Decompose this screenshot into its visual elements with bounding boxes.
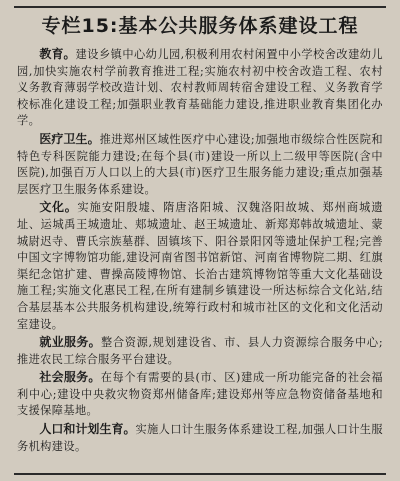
section-text: 整合资源,规划建设省、市、县人力资源综合服务中心;推进农民工综合服务平台建设。 [17, 336, 383, 366]
section-employment [17, 334, 383, 368]
section-text: 推进郑州区域性医疗中心建设;加强地市级综合性医院和特色专科医院能力建设;在每个县(市)建设一所以上二级甲等医院(含中医院),加强百万人口以上的大县(市)医疗卫生服务能力建设;重点加强基层医疗卫生服务体系建设。 [17, 132, 383, 196]
section-healthcare [17, 131, 383, 198]
column-title: 专栏15:基本公共服务体系建设工程 [41, 15, 359, 37]
section-text: 实施安阳殷墟、隋唐洛阳城、汉魏洛阳故城、郑州商城遗址、运城禹王城遗址、郏城遗址、赵王城遗址、新郑郑韩故城遗址、蒙城尉迟寺、曹氏宗族墓群、固镇垓下、阳谷景阳冈等遗址保护工程;完善中国文字博物馆功能,建设河南省图书馆新馆、河南省博物院二期、红旗渠纪念馆扩建、曹操高陵博物馆、长治古建筑博物馆等重大文化基础设施工程;实施文化惠民工程,在所有建制乡镇建设一所达标综合文化站,结合基层基本公共服务机构建设,统筹行政村和城市社区的文化和文化活动室建设。 [17, 201, 383, 331]
bottom-rule [14, 473, 386, 475]
section-text: 在每个有需要的县(市、区)建成一所功能完备的社会福利中心;建设中央救灾物资郑州储备库;建设郑州等应急物资储备基地和支援保障基地。 [17, 371, 383, 418]
section-heading: 教育。 [39, 47, 76, 61]
section-social-services [17, 369, 383, 420]
section-heading: 医疗卫生。 [39, 131, 100, 146]
section-heading: 人口和计划生育。 [39, 422, 136, 437]
section-heading: 就业服务。 [39, 335, 101, 350]
section-education [17, 46, 383, 130]
top-rule [14, 6, 386, 8]
column-body [0, 38, 400, 455]
section-heading: 社会服务。 [39, 370, 101, 385]
section-culture [17, 199, 383, 333]
section-text: 实施人口计生服务体系建设工程,加强人口计生服务机构建设。 [17, 423, 383, 453]
section-population [17, 421, 383, 455]
section-heading: 文化。 [39, 200, 78, 215]
section-text: 建设乡镇中心幼儿园,积极利用农村闲置中小学校舍改建幼儿园,加快实施农村学前教育推进工程;实施农村初中校舍改造工程、农村义务教育薄弱学校改造计划、农村教师周转宿舍建设工程、义务教育学校标准化建设工程;加强职业教育基础能力建设,推进职业教育集团化办学。 [17, 48, 383, 128]
